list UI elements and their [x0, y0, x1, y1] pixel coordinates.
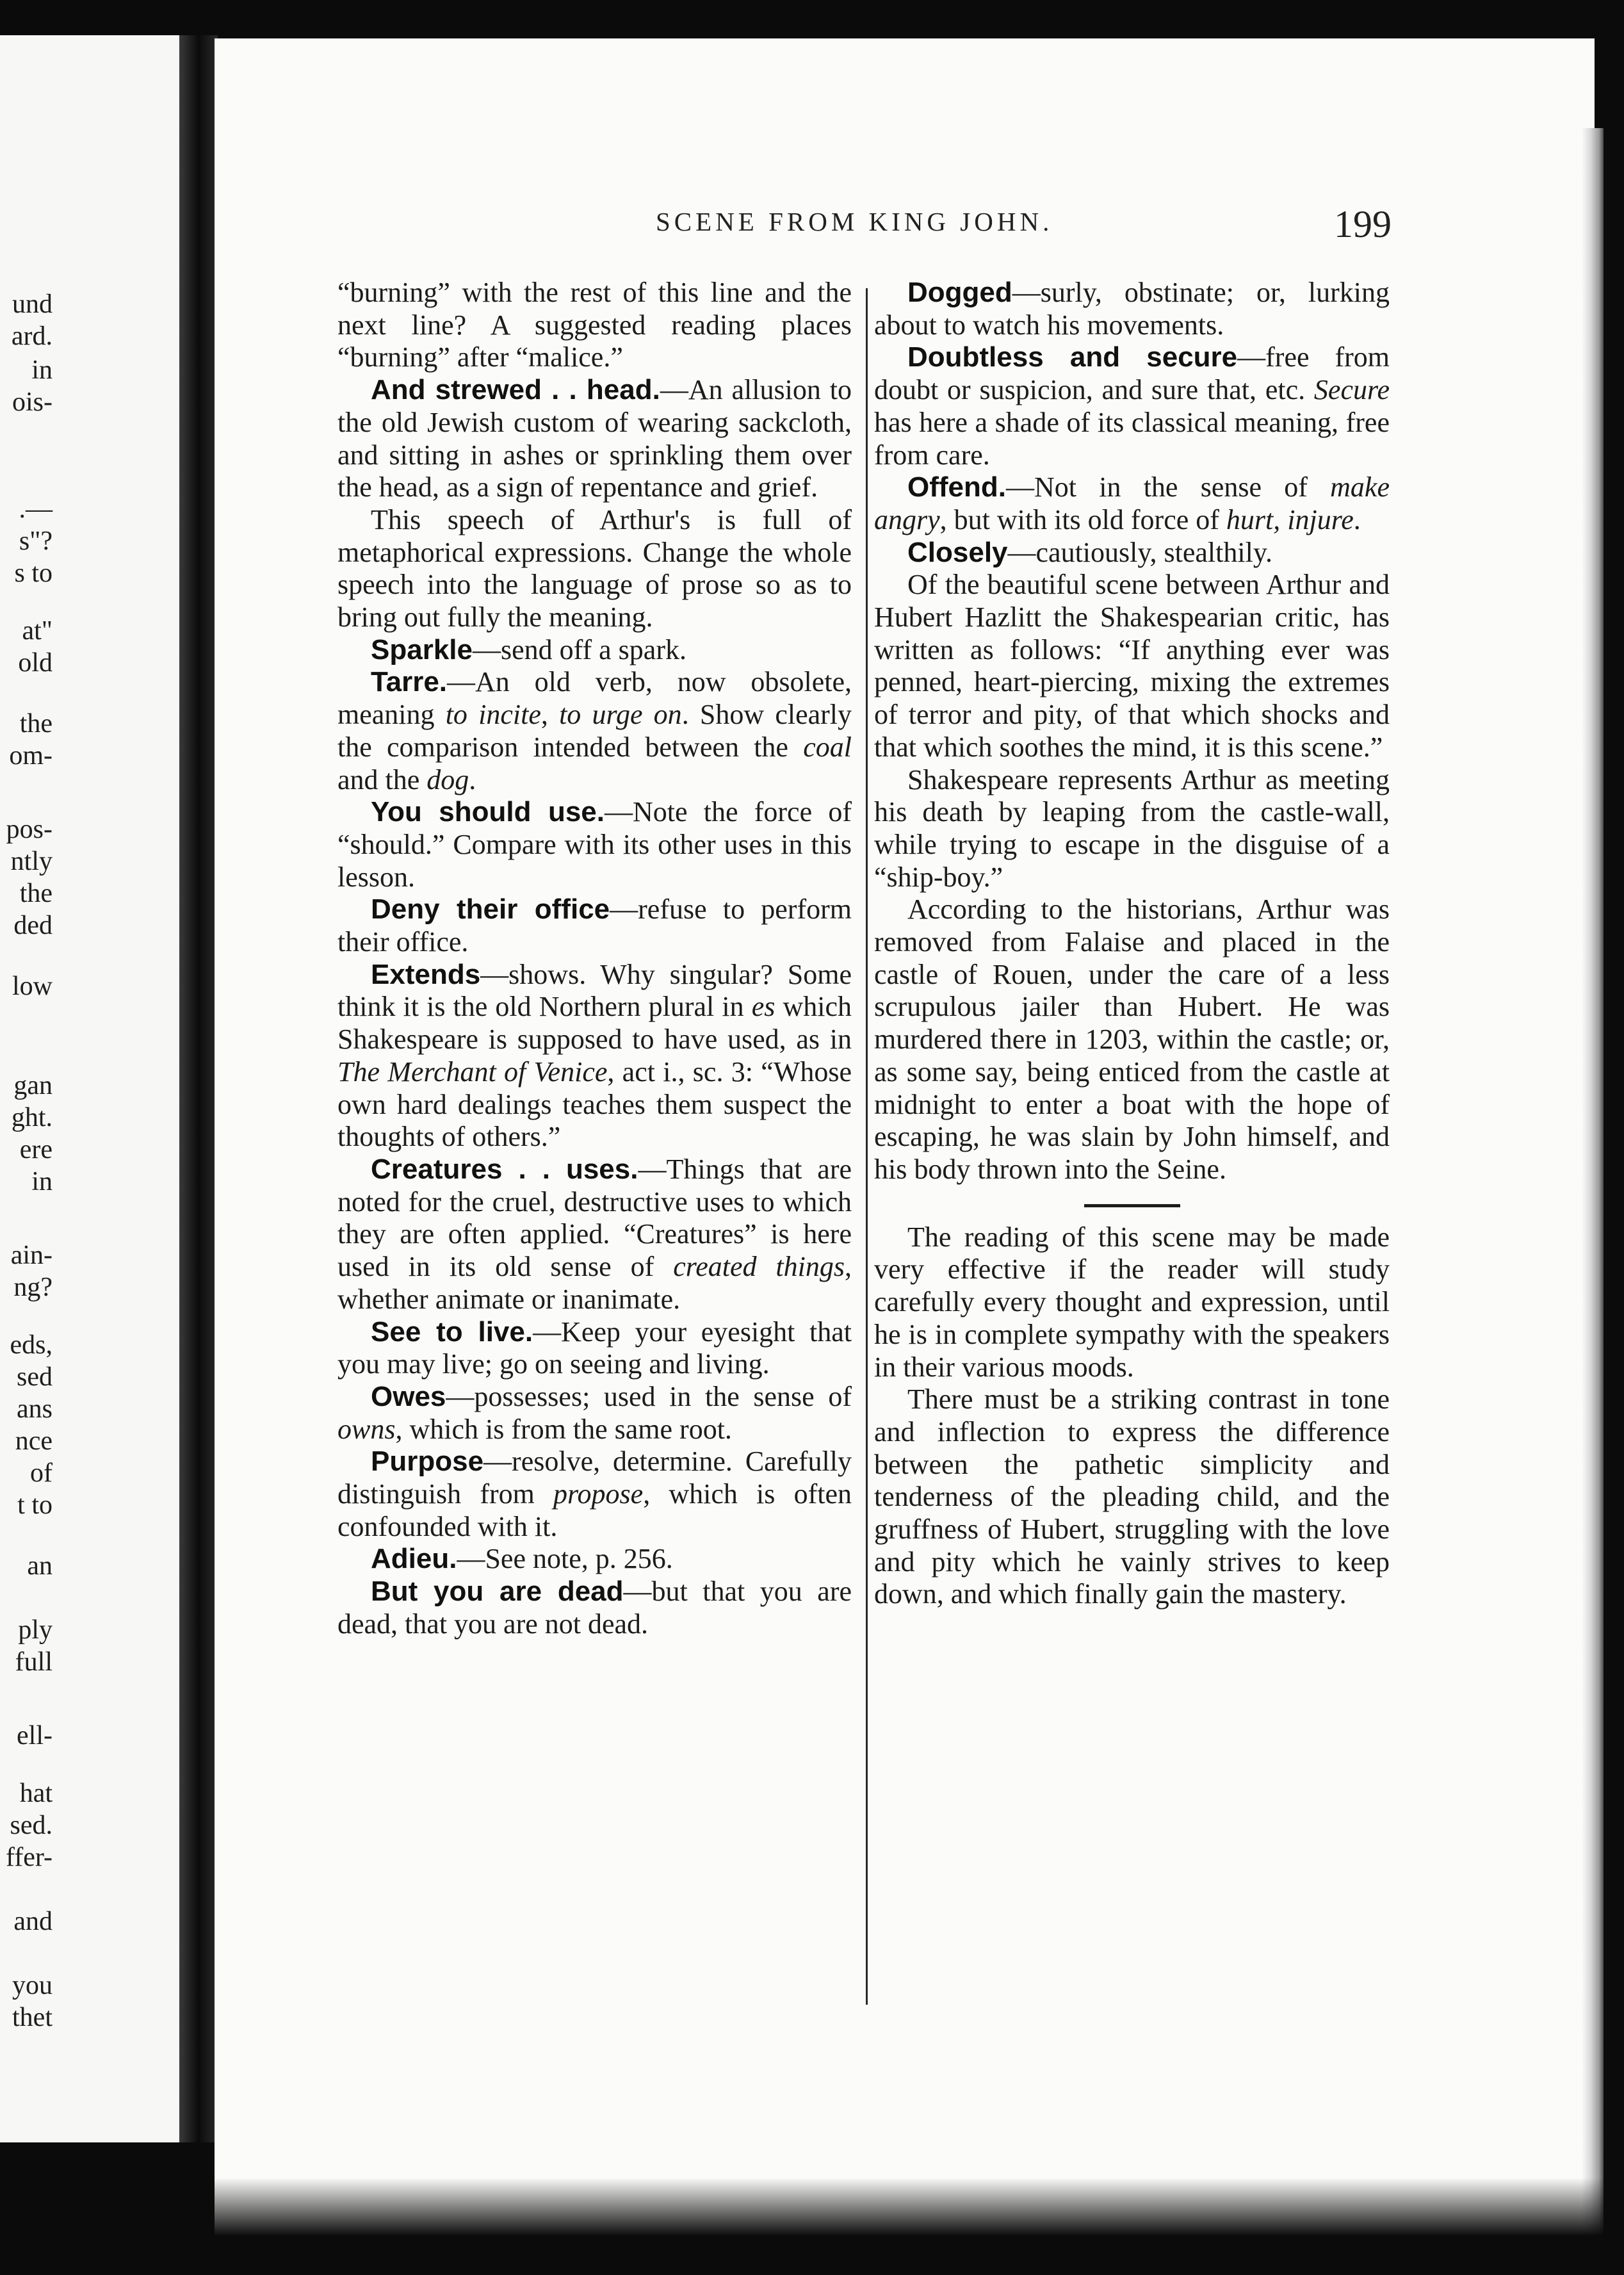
- facing-page-fragment: low: [12, 972, 53, 1001]
- note-entry: [874, 341, 1390, 471]
- note-entry: [337, 1316, 852, 1381]
- note-text: —free from doubt or suspicion, and sure that, etc.: [874, 341, 1390, 406]
- facing-page-fragment: nce: [15, 1426, 53, 1456]
- headword: Extends: [371, 958, 481, 990]
- headword: See to live.: [371, 1316, 533, 1348]
- facing-page-fragment: ois-: [12, 387, 53, 417]
- note-entry: [337, 796, 852, 893]
- italic-term: propose: [553, 1478, 644, 1510]
- headword: You should use.: [371, 796, 605, 828]
- facing-page: [0, 35, 192, 2142]
- note-text: —Keep your eyesight that you may live; go on seeing and living.: [337, 1316, 852, 1380]
- italic-term: owns: [337, 1413, 396, 1445]
- note-entry: [874, 537, 1390, 569]
- facing-page-fragment: and: [13, 1907, 53, 1936]
- facing-page-fragment: eds,: [10, 1330, 53, 1360]
- facing-page-fragment: .—: [19, 494, 53, 524]
- facing-page-fragment: the: [19, 709, 53, 738]
- facing-page-fragment: ans: [17, 1394, 53, 1424]
- note-text: , but with its old force of: [939, 503, 1226, 535]
- facing-page-fragment: you: [12, 1971, 53, 2000]
- facing-page-fragment: pos-: [6, 815, 53, 844]
- note-text: .: [469, 763, 476, 795]
- note-entry: [337, 666, 852, 796]
- note-text: . Show clearly the comparison intended between the: [337, 699, 852, 763]
- note-text: ,: [540, 699, 560, 731]
- headword: Purpose: [371, 1446, 484, 1478]
- note-text: —cautiously, stealthily.: [1007, 536, 1272, 568]
- headword: Dogged: [907, 277, 1012, 308]
- italic-term: dog: [426, 763, 469, 795]
- note-entry: [337, 893, 852, 958]
- note-text: —An allusion to the old Jewish custom of wearing sackcloth, and sitting in ashes or sprinkling them over the head, as a sign of repentance and grief.: [337, 374, 852, 503]
- facing-page-fragment: sed: [17, 1362, 53, 1392]
- running-title: SCENE FROM KING JOHN.: [656, 207, 1053, 236]
- headword: Doubtless and secure: [907, 341, 1238, 373]
- note-text: , whether animate or inanimate.: [337, 1251, 852, 1315]
- italic-term: es: [751, 991, 775, 1023]
- facing-page-fragment: ain-: [10, 1241, 53, 1270]
- note-text: —Note the force of “should.” Compare with its other uses in this lesson.: [337, 796, 852, 893]
- facing-page-fragment: sed.: [10, 1811, 53, 1840]
- note-entry: [337, 1543, 852, 1576]
- facing-page-fragment: s to: [14, 559, 53, 588]
- facing-page-fragment: ply: [18, 1615, 53, 1645]
- italic-term: coal: [803, 731, 852, 763]
- note-text: —send off a spark.: [472, 633, 686, 665]
- facing-page-fragment: ght.: [11, 1103, 53, 1132]
- italic-term: make angry: [874, 471, 1390, 535]
- note-text: —shows. Why singular? Some think it is the old Northern plural in: [337, 958, 852, 1023]
- note-text: —possesses; used in the sense of: [446, 1380, 852, 1412]
- paragraph: According to the historians, Arthur was removed from Falaise and placed in the castle of Rouen, under the care of a less scrupulous jailer than Hubert. He was murdered there in 1203, within the castle; or, as some say, being enticed from the castle at midnight to enter a boat with the hope of escaping, he was slain by John himself, and his body thrown into the Seine.: [874, 893, 1390, 1185]
- facing-page-fragment: gan: [13, 1071, 53, 1100]
- note-entry: [337, 1381, 852, 1446]
- italic-term: to incite: [445, 699, 541, 731]
- note-text: —refuse to perform their office.: [337, 893, 852, 958]
- headword: Creatures . . uses.: [371, 1153, 638, 1185]
- note-text: , which is often confounded with it.: [337, 1478, 852, 1542]
- note-entry: [874, 277, 1390, 341]
- headword: But you are dead: [371, 1576, 624, 1608]
- facing-page-fragment: old: [18, 648, 53, 678]
- note-entry: [337, 634, 852, 667]
- note-entry: [337, 959, 852, 1154]
- paragraph: The reading of this scene may be made very effective if the reader will study carefully every thought and expression, until he is in complete sympathy with the speakers in their various moods.: [874, 1221, 1390, 1383]
- column-rule: [866, 288, 868, 2005]
- facing-page-fragment: om-: [9, 741, 53, 771]
- paragraph: Of the beautiful scene between Arthur and Hubert Hazlitt the Shakespearian critic, has written as follows: “If anything ever was penned, heart-piercing, mixing the extremes of terror and pity, of that which shocks and that which soothes the mind, it is this scene.”: [874, 569, 1390, 763]
- note-entry: [337, 374, 852, 504]
- headword: And strewed . . head.: [371, 374, 660, 406]
- notes-column-right: [874, 277, 1390, 1611]
- facing-page-fragment: ng?: [13, 1273, 53, 1302]
- facing-page-fragment: at": [22, 616, 53, 646]
- note-text: , act i., sc. 3: “Whose own hard dealings teaches them suspect the thoughts of others.”: [337, 1056, 852, 1153]
- headword: Tarre.: [371, 666, 448, 698]
- paragraph: “burning” with the rest of this line and the next line? A suggested reading places “burning” after “malice.”: [337, 277, 852, 373]
- note-text: —surly, obstinate; or, lurking about to watch his movements.: [874, 277, 1390, 341]
- note-text: and the: [337, 763, 427, 795]
- scan-bottom-edge: [192, 2178, 1624, 2275]
- paragraph: There must be a striking contrast in tone and inflection to express the difference between the pathetic simplicity and tenderness of the pleading child, and the gruffness of Hubert, struggling with the love and pity which he vainly strives to keep down, and which finally gain the mastery.: [874, 1383, 1390, 1610]
- italic-term: hurt, injure: [1226, 503, 1354, 535]
- italic-term: Secure: [1313, 374, 1390, 406]
- note-text: .: [1353, 503, 1361, 535]
- facing-page-fragment: ard.: [11, 322, 53, 351]
- facing-page-fragment: thet: [12, 2003, 53, 2032]
- paragraph: This speech of Arthur's is full of metaphorical expressions. Change the whole speech into the language of prose so as to bring out fully the meaning.: [337, 503, 852, 633]
- facing-page-fragment: in: [31, 355, 53, 385]
- italic-title: The Merchant of Venice: [337, 1056, 608, 1088]
- facing-page-fragment: s"?: [19, 526, 53, 556]
- note-entry: [874, 471, 1390, 536]
- page-edge: [1582, 128, 1604, 2235]
- facing-page-fragment: ffer-: [6, 1843, 53, 1872]
- facing-page-fragment: an: [27, 1551, 53, 1581]
- headword: Offend.: [907, 471, 1006, 503]
- italic-term: created things: [673, 1251, 845, 1283]
- facing-page-fragment: ere: [19, 1135, 53, 1164]
- headword: Sparkle: [371, 633, 473, 665]
- note-entry: [337, 1576, 852, 1640]
- facing-page-fragment: the: [19, 879, 53, 908]
- note-text: —but that you are dead, that you are not dead.: [337, 1576, 852, 1640]
- facing-page-fragment: ell-: [17, 1721, 53, 1750]
- headword: Deny their office: [371, 893, 610, 925]
- facing-page-fragment: full: [15, 1647, 53, 1677]
- note-text: , which is from the same root.: [395, 1413, 732, 1445]
- paragraph: Shakespeare represents Arthur as meeting his death by leaping from the castle-wall, while trying to escape in the disguise of a “ship-boy.”: [874, 763, 1390, 893]
- notes-column-left: [337, 277, 852, 1641]
- book-spine: [179, 35, 218, 2142]
- headword: Owes: [371, 1380, 446, 1412]
- note-entry: [337, 1154, 852, 1316]
- note-text: which Shakespeare is supposed to have used, as in: [337, 991, 852, 1056]
- note-entry: [337, 1446, 852, 1543]
- note-text: has here a shade of its classical meaning, free from care.: [874, 406, 1390, 471]
- facing-page-fragment: in: [31, 1167, 53, 1196]
- section-divider: [1084, 1204, 1180, 1207]
- facing-page-fragment: ded: [13, 911, 53, 940]
- facing-page-fragment: t to: [17, 1490, 53, 1520]
- note-text: —resolve, determine. Carefully distinguish from: [337, 1446, 852, 1510]
- page-number: 199: [1334, 203, 1392, 245]
- facing-page-fragment: of: [30, 1458, 53, 1488]
- facing-page-fragment: ntly: [10, 847, 53, 876]
- facing-page-fragment: und: [12, 289, 53, 319]
- note-text: —Things that are noted for the cruel, destructive uses to which they are often applied. “Creatures” is here used in its old sense of: [337, 1153, 852, 1283]
- italic-term: to urge on: [559, 699, 682, 731]
- facing-page-fragment: hat: [19, 1779, 53, 1808]
- note-text: —See note, p. 256.: [457, 1543, 673, 1575]
- note-text: —An old verb, now obsolete, meaning: [337, 666, 852, 731]
- note-text: —Not in the sense of: [1005, 471, 1331, 503]
- headword: Adieu.: [371, 1543, 457, 1575]
- headword: Closely: [907, 536, 1008, 568]
